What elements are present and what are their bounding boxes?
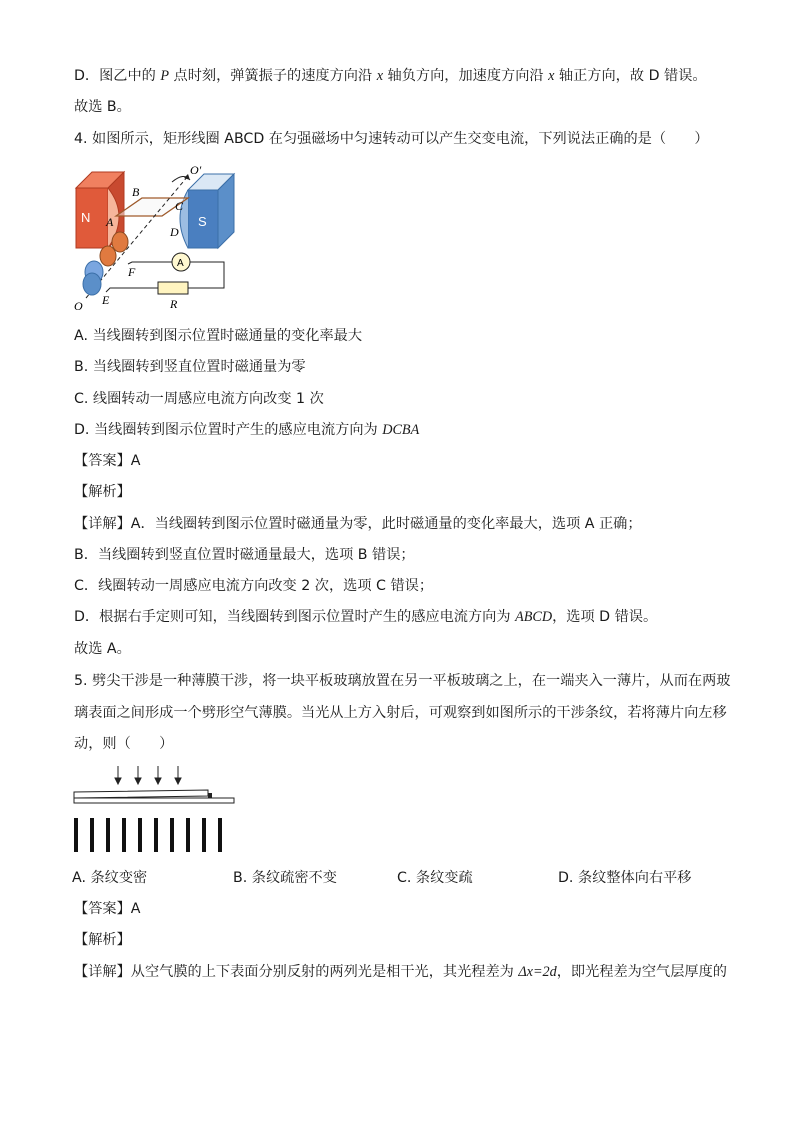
brush-e-label: E — [102, 293, 110, 307]
axis-o-prime-label: O′ — [190, 163, 202, 177]
q5-option-a: A. 条纹变密 — [72, 870, 148, 886]
q4-detail-1: 【详解】A．当线圈转到图示位置时磁通量为零，此时磁通量的变化率最大，选项 A 正确； — [74, 516, 642, 532]
ammeter-label: A — [177, 258, 184, 269]
q5-answer: 【答案】A — [74, 901, 141, 917]
q3-conclusion: 故选 B。 — [74, 99, 131, 115]
q5-stem-line-3: 动，则（ ） — [74, 736, 174, 752]
q4-detail-3: C．线圈转动一周感应电流方向改变 2 次，选项 C 错误； — [74, 578, 434, 594]
q4-conclusion: 故选 A。 — [74, 641, 131, 657]
axis-o-label: O — [74, 299, 83, 313]
brush-f-label: F — [128, 265, 136, 279]
q4-option-c: C. 线圈转动一周感应电流方向改变 1 次 — [74, 391, 324, 407]
q5-option-c: C. 条纹变疏 — [397, 870, 473, 886]
coil-d-label: D — [170, 225, 179, 239]
interference-fringes — [74, 818, 222, 852]
coil-a-label: A — [106, 215, 114, 229]
q4-analysis: 【解析】 — [74, 484, 131, 500]
magnet-n-label: N — [81, 210, 91, 225]
q5-analysis: 【解析】 — [74, 932, 131, 948]
coil-c-label: C — [175, 199, 184, 213]
q4-detail-2: B．当线圈转到竖直位置时磁通量最大，选项 B 错误； — [74, 547, 415, 563]
q4-option-a: A. 当线圈转到图示位置时磁通量的变化率最大 — [74, 328, 363, 344]
q4-detail-4: D．根据右手定则可知，当线圈转到图示位置时产生的感应电流方向为 ABCD，选项 D 错误。 — [74, 609, 658, 625]
q4-option-b: B. 当线圈转到竖直位置时磁通量为零 — [74, 359, 306, 375]
q5-option-d: D. 条纹整体向右平移 — [558, 870, 692, 886]
q3-option-d-explanation: D．图乙中的 P 点时刻，弹簧振子的速度方向沿 x 轴负方向，加速度方向沿 x 轴正方向，故 D 错误。 — [74, 68, 707, 84]
q5-option-b: B. 条纹疏密不变 — [233, 870, 337, 886]
q5-stem-line-1: 5. 劈尖干涉是一种薄膜干涉，将一块平板玻璃放置在另一平板玻璃之上，在一端夹入一薄片，从而在两玻 — [74, 673, 731, 689]
q4-generator-figure — [72, 158, 242, 314]
q5-stem-line-2: 璃表面之间形成一个劈形空气薄膜。当光从上方入射后，可观察到如图所示的干涉条纹，若将薄片向左移 — [74, 705, 727, 721]
q4-stem: 4. 如图所示，矩形线圈 ABCD 在匀强磁场中匀速转动可以产生交变电流，下列说法正确的是（ ） — [74, 131, 709, 147]
magnet-s-label: S — [198, 214, 207, 229]
resistor-r-label: R — [170, 297, 178, 311]
q5-wedge-figure — [72, 764, 242, 854]
q4-option-d: D. 当线圈转到图示位置时产生的感应电流方向为 DCBA — [74, 422, 420, 438]
coil-b-label: B — [132, 185, 140, 199]
q5-detail: 【详解】从空气膜的上下表面分别反射的两列光是相干光，其光程差为 Δx=2d，即光程差为空气层厚度的 — [74, 964, 727, 980]
q4-answer: 【答案】A — [74, 453, 141, 469]
